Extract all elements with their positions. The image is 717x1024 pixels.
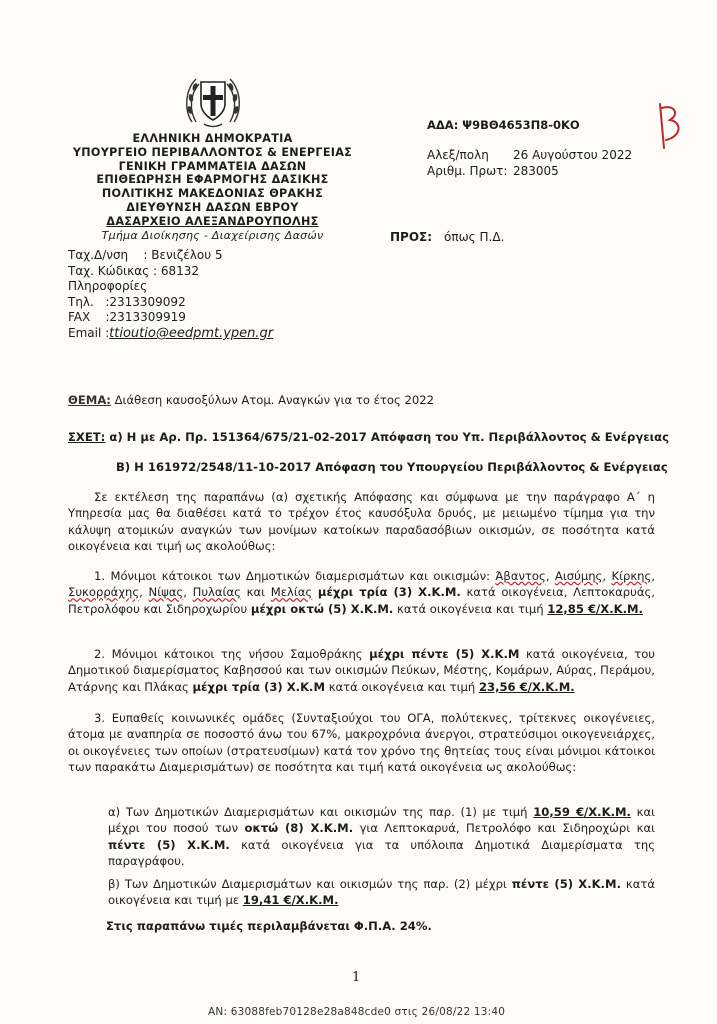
item-2-paragraph — [68, 646, 655, 695]
village-name: Αισύμης — [554, 569, 603, 583]
email-label: Email : — [68, 325, 110, 340]
item-1-text: και — [246, 585, 266, 600]
item-1-text: 1. Μόνιμοι κάτοικοι των Δημοτικών διαμερισμάτων και οικισμών: — [94, 569, 490, 583]
village-name: Άβαντος — [495, 569, 546, 583]
fax-value: :2313309919 — [105, 310, 186, 325]
recipient-label: ΠΡΟΣ: — [390, 230, 433, 244]
header-line: ΕΠΙΘΕΩΡΗΣΗ ΕΦΑΡΜΟΓΗΣ ΔΑΣΙΚΗΣ — [96, 173, 329, 187]
subject-text: Διάθεση καυσοξύλων Ατομ. Αναγκών για το έτος 2022 — [114, 393, 434, 407]
handwritten-mark — [652, 100, 686, 152]
village-name: Μελίας — [270, 585, 313, 600]
village-name: Κίρκης — [611, 569, 652, 583]
item-2-text: κατά οικογένεια και τιμή — [328, 679, 476, 694]
protocol-label: Αριθμ. Πρωτ: — [427, 164, 508, 178]
item-2-text: 2. Μόνιμοι κάτοικοι της νήσου Σαμοθράκης — [94, 647, 363, 661]
item-1-paragraph: 1. Μόνιμοι κάτοικοι των Δημοτικών διαμερισμάτων και οικισμών: Άβαντος, Αισύμης, Κίρκης, Συκορράχης, Νίψας, Πυλαίας και Μελίας μέχρι τρία (3) Χ.Κ.Μ. κατά οικογένεια, Λεπτοκαρυάς, Πετρολόφου και Σιδηροχωρίου μέχρι οκτώ (5) Χ.Κ.Μ. κατά οικογένεια και τιμή 12,85 €/Χ.Κ.Μ. — [68, 569, 656, 616]
recipient-value: όπως Π.Δ. — [444, 230, 505, 244]
issuer-header — [60, 132, 365, 242]
header-line: ΔΙΕΥΘΥΝΣΗ ΔΑΣΩΝ ΕΒΡΟΥ — [126, 200, 299, 214]
reference-a: α) Η με Αρ. Πρ. 151364/675/21-02-2017 Απόφαση του Υπ. Περιβάλλοντος & Ενέργειας — [109, 430, 670, 444]
greek-coat-of-arms-emblem — [182, 70, 244, 132]
phone-value: :2313309092 — [105, 294, 186, 309]
quantity-limit: μέχρι τρία (3) Χ.Κ.Μ. — [317, 585, 461, 600]
ada-code: ΑΔΑ: Ψ9ΒΘ4653Π8-0ΚΟ — [427, 118, 580, 132]
place-label: Αλεξ/πολη — [427, 148, 489, 162]
item-1-text: κατά οικογένεια, Λεπτοκαρυάς, Πετρολόφου και Σιδηροχωρίου — [68, 585, 655, 616]
vat-note: Στις παραπάνω τιμές περιλαμβάνεται Φ.Π.Α. 24%. — [106, 919, 432, 933]
quantity-limit: μέχρι οκτώ (5) Χ.Κ.Μ. — [250, 601, 394, 616]
email-link[interactable]: ttioutio@eedpmt.ypen.gr — [109, 325, 274, 341]
item-1-text: κατά οικογένεια και τιμή — [397, 601, 544, 616]
subject-label: ΘΕΜΑ: — [68, 393, 111, 407]
item-3a-paragraph — [68, 804, 655, 870]
item-3b-text: β) Των Δημοτικών Διαμερισμάτων και οικισμών της παρ. (2) μέχρι — [108, 877, 507, 891]
header-line: ΥΠΟΥΡΓΕΙΟ ΠΕΡΙΒΑΛΛΟΝΤΟΣ & ΕΝΕΡΓΕΙΑΣ — [72, 145, 353, 159]
protocol-number: 283005 — [513, 164, 559, 178]
item-3b-paragraph — [68, 876, 655, 909]
item-3a-text: κατά οικογένεια για τα υπόλοιπα Δημοτικά Διαμερίσματα της παραγράφου. — [108, 837, 656, 869]
price-value: 19,41 €/Χ.Κ.Μ. — [242, 893, 339, 908]
reference-line — [68, 429, 670, 445]
fax-label: FAX — [68, 310, 91, 325]
address-value: : Βενιζέλου 5 — [143, 248, 223, 262]
info-label: Πληροφορίες — [68, 279, 148, 294]
price-value: 12,85 €/Χ.Κ.Μ. — [547, 601, 643, 616]
item-3a-text: για Λεπτοκαρυά, Πετρολόφο και Σιδηροχώρι και — [359, 821, 656, 836]
price-value: 10,59 €/Χ.Κ.Μ. — [533, 805, 631, 819]
village-name: Πυλαίας — [192, 585, 241, 600]
phone-label: Τηλ. — [68, 294, 94, 309]
village-name: Νίψας — [148, 585, 184, 600]
price-value: 23,56 €/Χ.Κ.Μ. — [478, 679, 575, 694]
postcode-value: : 68132 — [152, 263, 200, 278]
item-3-paragraph: 3. Ευπαθείς κοινωνικές ομάδες (Συνταξιούχοι του ΟΓΑ, πολύτεκνες, τρίτεκνες οικογένειες, άτομα με αναπηρία σε ποσοστό άνω του 67%, μακροχρόνια άνεργοι, στρατεύσιμοι οικογενειάρχες, οι οικογένειες των οποίων (στρατευσίμων) κατά τον χρόνο της θητείας τους είναι μόνιμοι κάτοικοι των παρακάτω Διαμερισμάτων) σε ποσότητα και τιμή κατά οικογένεια ως ακολούθως: — [68, 711, 655, 775]
item-3a-text: α) Των Δημοτικών Διαμερισμάτων και οικισμών της παρ. (1) με τιμή — [108, 805, 528, 819]
header-line: ΠΟΛΙΤΙΚΗΣ ΜΑΚΕΔΟΝΙΑΣ ΘΡΑΚΗΣ — [101, 187, 324, 201]
header-line: ΕΛΛΗΝΙΚΗ ΔΗΜΟΚΡΑΤΙΑ — [132, 132, 293, 145]
recipient-line — [390, 230, 504, 244]
item-3a-text: και μέχρι του ποσού των — [108, 805, 656, 836]
forest-office-name: ΔΑΣΑΡΧΕΙΟ ΑΛΕΞΑΝΔΡΟΥΠΟΛΗΣ — [106, 214, 319, 228]
header-line: ΓΕΝΙΚΗ ΓΡΑΜΜΑΤΕΙΑ ΔΑΣΩΝ — [118, 159, 307, 173]
postcode-label: Ταχ. Κώδικας — [68, 263, 150, 278]
date-protocol-block — [427, 147, 632, 179]
subject-line — [68, 392, 655, 408]
address-label: Ταχ.Δ/νση — [68, 248, 129, 262]
document-date: 26 Αυγούστου 2022 — [513, 148, 633, 162]
village-name: Συκορράχης — [68, 585, 140, 600]
reference-label: ΣΧΕΤ: — [68, 430, 106, 444]
quantity-limit: μέχρι πέντε (5) Χ.Κ.Μ — [369, 647, 520, 661]
item-2-text: κατά οικογένεια, του Δημοτικού διαμερίσματος Καβησσού και των οικισμών Πεύκων, Μέστης, Κομάρων, Αύρας, Περάμου, Ατάρνης και Πλάκας — [68, 647, 655, 694]
quantity-limit: μέχρι τρία (3) Χ.Κ.Μ — [192, 679, 326, 694]
quantity-limit: πέντε (5) Χ.Κ.Μ. — [511, 877, 621, 891]
quantity-limit: πέντε (5) Χ.Κ.Μ. — [108, 837, 230, 852]
department-name: Τμήμα Διοίκησης - Διαχείρισης Δασών — [101, 228, 324, 242]
digital-signature-footer: ΑΝ: 63088feb70128e28a848cde0 στις 26/08/22 13:40 — [208, 1006, 506, 1018]
intro-paragraph: Σε εκτέλεση της παραπάνω (α) σχετικής Απόφασης και σύμφωνα με την παράγραφο Α΄ η Υπηρεσία μας θα διαθέσει κατά το τρέχον έτος καυσόξυλα δρυός, με μειωμένο τίμημα για την κάλυψη ατομικών αναγκών των μονίμων κατοίκων παραδασόβιων οικισμών, σε ποσότητα κατά οικογένεια και τιμή ως ακολούθως: — [68, 490, 655, 554]
quantity-limit: οκτώ (8) Χ.Κ.Μ. — [244, 821, 354, 836]
reference-b: Β) Η 161972/2548/11-10-2017 Απόφαση του Υπουργείου Περιβάλλοντος & Ενέργειας — [116, 460, 668, 474]
page-number: 1 — [352, 970, 361, 985]
contact-block — [68, 248, 273, 342]
item-3b-text: κατά οικογένεια και τιμή με — [108, 877, 655, 908]
